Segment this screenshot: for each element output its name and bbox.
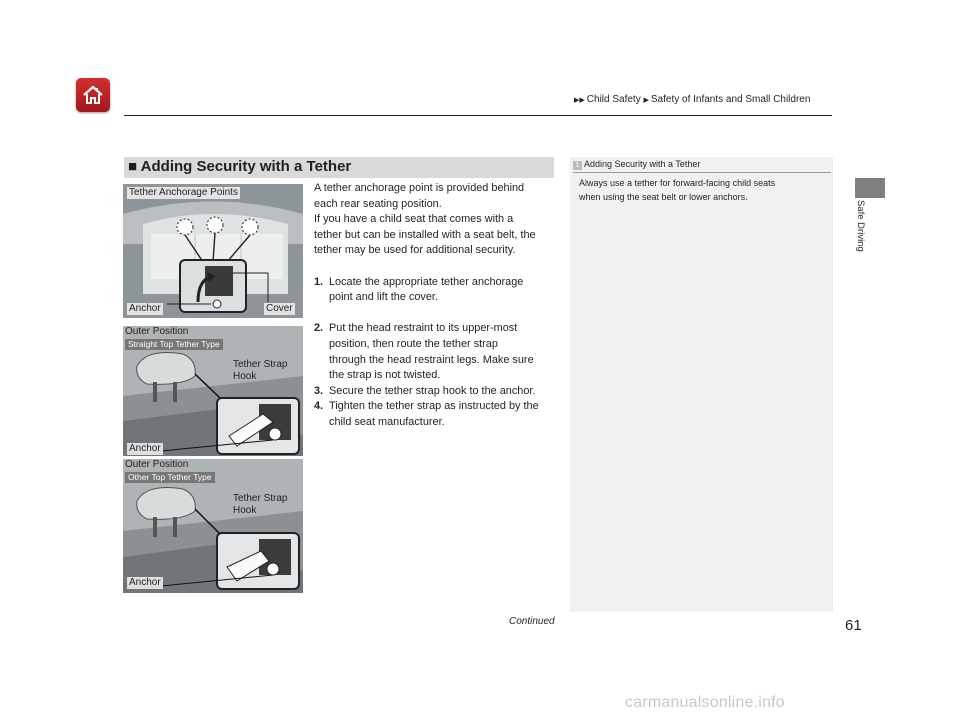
header-rule xyxy=(124,115,832,116)
home-icon xyxy=(81,83,105,107)
section-tab-marker xyxy=(855,178,885,198)
anchor-label: Anchor xyxy=(129,303,161,314)
figure-title: Outer Position xyxy=(125,459,189,470)
note-text xyxy=(579,176,819,204)
note-line: Always use a tether for forward-facing child seats xyxy=(579,178,776,188)
step-text: point and lift the cover. xyxy=(329,291,438,304)
section-heading-text: ■ Adding Security with a Tether xyxy=(128,158,352,175)
breadcrumb-arrow-icon: ▶▶ xyxy=(574,97,585,104)
step-text: Secure the tether strap hook to the anchor. xyxy=(329,384,536,397)
step-3 xyxy=(314,384,558,400)
rear-seat-illustration xyxy=(123,184,303,318)
intro-line: tether but can be installed with a seat belt, the xyxy=(314,228,536,241)
hook-label-line1: Tether Strap xyxy=(233,493,288,504)
section-tab-label: Safe Driving xyxy=(855,200,866,252)
hook-label-line1: Tether Strap xyxy=(233,359,288,370)
intro-line: tether may be used for additional security. xyxy=(314,244,516,257)
step-text: through the head restraint legs. Make sure xyxy=(329,353,534,366)
intro-line: each rear seating position. xyxy=(314,197,442,210)
breadcrumb-item-child-safety[interactable]: Child Safety xyxy=(586,94,641,105)
intro-line: If you have a child seat that comes with a xyxy=(314,213,514,226)
page-number: 61 xyxy=(845,617,862,634)
figure-tether-anchorage-points xyxy=(123,184,303,318)
breadcrumb-separator-icon: ▶ xyxy=(643,97,649,104)
note-title[interactable] xyxy=(573,159,700,170)
hook-label-line2: Hook xyxy=(233,505,257,516)
step-text: Put the head restraint to its upper-most xyxy=(329,322,518,335)
note-title-text: Adding Security with a Tether xyxy=(584,159,701,169)
note-divider xyxy=(573,172,831,173)
hook-label-line2: Hook xyxy=(233,371,257,382)
body-text xyxy=(314,181,558,431)
watermark: carmanualsonline.info xyxy=(625,694,785,711)
continued-label: Continued xyxy=(509,616,555,627)
step-number: 2. xyxy=(314,322,324,335)
figure-straight-top-tether xyxy=(123,326,303,456)
section-tab[interactable] xyxy=(852,200,870,290)
tether-type-tag: Other Top Tether Type xyxy=(125,472,215,483)
figure-other-top-tether xyxy=(123,459,303,593)
step-number: 3. xyxy=(314,384,324,397)
section-heading xyxy=(124,157,554,178)
step-text: Locate the appropriate tether anchorage xyxy=(329,275,524,288)
step-text: Tighten the tether strap as instructed by the xyxy=(329,400,539,413)
tether-type-tag: Straight Top Tether Type xyxy=(125,339,223,350)
step-number: 1. xyxy=(314,275,324,288)
note-line: when using the seat belt or lower anchors. xyxy=(579,192,748,202)
breadcrumb-item-infants[interactable]: Safety of Infants and Small Children xyxy=(650,94,811,105)
anchor-label: Anchor xyxy=(129,577,161,588)
note-marker-icon: 1 xyxy=(573,161,582,170)
step-4 xyxy=(314,399,558,430)
step-2 xyxy=(314,321,558,383)
home-button[interactable] xyxy=(76,78,110,112)
step-1 xyxy=(314,275,558,306)
note-panel xyxy=(570,157,833,612)
step-text: the strap is not twisted. xyxy=(329,369,441,382)
step-number: 4. xyxy=(314,400,324,413)
step-text: position, then route the tether strap xyxy=(329,337,498,350)
anchor-label: Anchor xyxy=(129,443,161,454)
intro-line: A tether anchorage point is provided behind xyxy=(314,182,525,194)
figure-title: Tether Anchorage Points xyxy=(129,187,238,198)
step-text: child seat manufacturer. xyxy=(329,415,445,428)
cover-label: Cover xyxy=(266,303,293,314)
breadcrumb xyxy=(574,94,810,105)
figure-title: Outer Position xyxy=(125,326,189,337)
